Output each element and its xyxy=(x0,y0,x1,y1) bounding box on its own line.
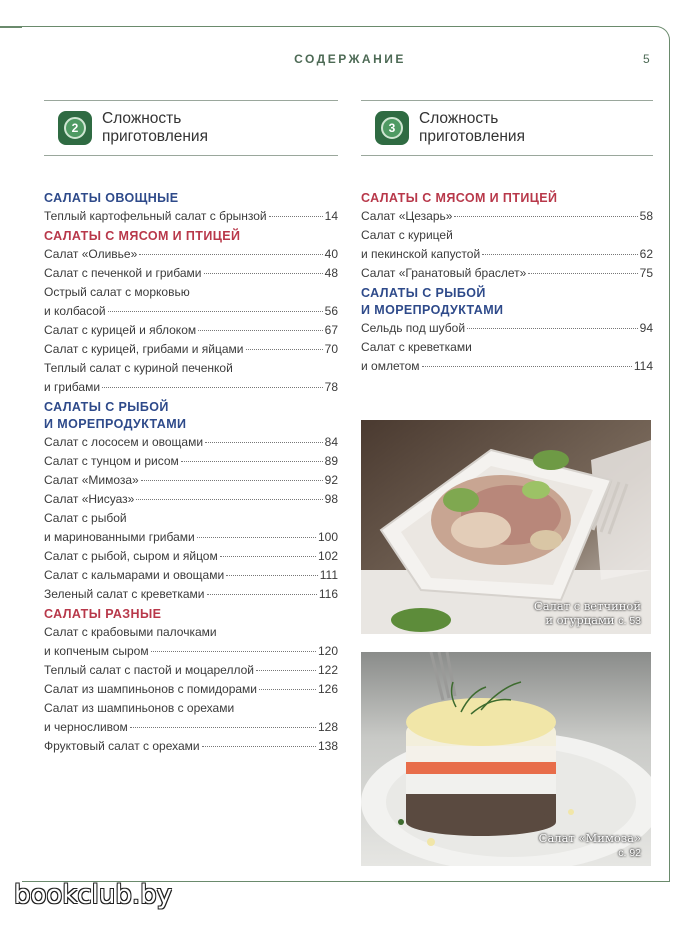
toc-entry[interactable] xyxy=(361,207,653,226)
section-heading-line: И МОРЕПРОДУКТАМИ xyxy=(44,417,187,431)
toc-entry[interactable] xyxy=(361,338,653,376)
dot-leader xyxy=(202,746,316,747)
toc-entry-page: 120 xyxy=(317,644,338,658)
toc-entry-page: 89 xyxy=(324,454,338,468)
section-heading xyxy=(44,399,338,433)
photo-caption xyxy=(534,599,641,628)
dot-leader xyxy=(454,216,637,217)
toc-entry-title: и копченым сыром xyxy=(44,644,149,658)
toc-entry-page: 102 xyxy=(317,549,338,563)
difficulty-level: 3 xyxy=(381,117,403,139)
toc-entry-title: Зеленый салат с креветками xyxy=(44,587,205,601)
toc-entry[interactable] xyxy=(44,566,338,585)
dot-leader xyxy=(181,461,323,462)
toc-entry[interactable] xyxy=(361,226,653,264)
dot-leader xyxy=(246,349,323,350)
toc-entry[interactable] xyxy=(44,283,338,321)
toc-entry[interactable] xyxy=(44,547,338,566)
toc-entry-title: Салат с тунцом и рисом xyxy=(44,454,179,468)
toc-entry[interactable] xyxy=(44,699,338,737)
photo-caption-line2: и огурцами xyxy=(545,613,615,627)
toc-entry-title: Теплый картофельный салат с брынзой xyxy=(44,209,267,223)
section-heading: САЛАТЫ С МЯСОМ И ПТИЦЕЙ xyxy=(44,229,241,243)
toc-entry-title: Салат с креветками xyxy=(361,340,472,354)
toc-entry[interactable] xyxy=(44,471,338,490)
toc-entry[interactable] xyxy=(44,623,338,661)
toc-entry-page: 138 xyxy=(317,739,338,753)
dot-leader xyxy=(141,480,323,481)
dot-leader xyxy=(256,670,316,671)
toc-entry-title: Салат с рыбой xyxy=(44,511,127,525)
toc-entry-page: 14 xyxy=(324,209,338,223)
toc-entry[interactable] xyxy=(44,680,338,699)
photo-mimosa-salad xyxy=(361,652,651,866)
toc-entry-page: 126 xyxy=(317,682,338,696)
toc-entry[interactable] xyxy=(44,661,338,680)
difficulty-label-line2: приготовления xyxy=(419,128,525,145)
photo-caption-line1: Салат с ветчиной xyxy=(533,599,641,613)
toc-entry-title: Салат «Оливье» xyxy=(44,247,138,261)
difficulty-label xyxy=(102,110,208,146)
toc-column-left xyxy=(44,100,338,756)
dot-leader xyxy=(467,328,638,329)
dot-leader xyxy=(269,216,323,217)
toc-entry-page: 84 xyxy=(324,435,338,449)
toc-entry-title: Салат с курицей xyxy=(361,228,453,242)
toc-entry-title: Салат с лососем и овощами xyxy=(44,435,204,449)
dot-leader xyxy=(205,442,323,443)
difficulty-badge-icon xyxy=(58,111,92,145)
section-heading-line: САЛАТЫ С РЫБОЙ xyxy=(361,286,486,300)
watermark: bookclub.by xyxy=(14,880,173,910)
toc-entry-title: и колбасой xyxy=(44,304,106,318)
dot-leader xyxy=(528,273,637,274)
toc-entry-page: 128 xyxy=(317,720,338,734)
toc-entry-title: и черносливом xyxy=(44,720,128,734)
toc-entry-page: 114 xyxy=(633,359,653,373)
toc-entry[interactable] xyxy=(44,340,338,359)
dot-leader xyxy=(207,594,317,595)
dot-leader xyxy=(198,330,323,331)
toc-entry-page: 94 xyxy=(639,321,653,335)
section-heading: САЛАТЫ РАЗНЫЕ xyxy=(44,607,162,621)
photo-caption-page: с. 53 xyxy=(618,615,641,627)
photo-caption-line1: Салат «Мимоза» xyxy=(538,831,641,845)
toc-entry-page: 78 xyxy=(324,380,338,394)
toc-entry-page: 92 xyxy=(324,473,338,487)
toc-entry[interactable] xyxy=(361,319,653,338)
section-heading xyxy=(361,285,653,319)
toc-entry-title: Салат «Нисуаз» xyxy=(44,492,135,506)
toc-entry-title: Салат из шампиньонов с орехами xyxy=(44,701,235,715)
dot-leader xyxy=(151,651,316,652)
dot-leader xyxy=(226,575,318,576)
section-heading-line: И МОРЕПРОДУКТАМИ xyxy=(361,303,504,317)
toc-entry-title: Салат «Мимоза» xyxy=(44,473,139,487)
toc-entry[interactable] xyxy=(44,207,338,226)
toc-entry[interactable] xyxy=(361,264,653,283)
section-heading: САЛАТЫ ОВОЩНЫЕ xyxy=(44,191,179,205)
dot-leader xyxy=(108,311,323,312)
toc-entry-title: Теплый салат с куриной печенкой xyxy=(44,361,233,375)
toc-entry-title: Салат с печенкой и грибами xyxy=(44,266,202,280)
toc-entry[interactable] xyxy=(44,737,338,756)
toc-entry-title: Фруктовый салат с орехами xyxy=(44,739,200,753)
page-number: 5 xyxy=(643,52,650,66)
dot-leader xyxy=(259,689,316,690)
toc-entry-title: Салат с курицей и яблоком xyxy=(44,323,197,337)
toc-entry-page: 48 xyxy=(324,266,338,280)
section-heading: САЛАТЫ С МЯСОМ И ПТИЦЕЙ xyxy=(361,191,558,205)
toc-entry-title: и грибами xyxy=(44,380,101,394)
toc-list-left xyxy=(44,190,338,756)
toc-entry-title: Салат с кальмарами и овощами xyxy=(44,568,225,582)
page-frame-top-edge xyxy=(0,26,22,28)
dot-leader xyxy=(204,273,323,274)
toc-entry-title: Салат с курицей, грибами и яйцами xyxy=(44,342,244,356)
difficulty-header-right xyxy=(361,100,653,156)
toc-entry-title: и маринованными грибами xyxy=(44,530,195,544)
toc-entry-title: и пекинской капустой xyxy=(361,247,481,261)
photo-caption xyxy=(539,831,641,860)
dot-leader xyxy=(102,387,323,388)
toc-entry[interactable] xyxy=(44,433,338,452)
dot-leader xyxy=(482,254,637,255)
toc-entry-page: 58 xyxy=(639,209,653,223)
section-heading-line: САЛАТЫ С РЫБОЙ xyxy=(44,400,169,414)
toc-entry-page: 98 xyxy=(324,492,338,506)
toc-entry-page: 100 xyxy=(317,530,338,544)
toc-entry-title: Салат с рыбой, сыром и яйцом xyxy=(44,549,218,563)
toc-entry-title: Сельдь под шубой xyxy=(361,321,466,335)
toc-entry-page: 75 xyxy=(639,266,653,280)
dot-leader xyxy=(197,537,316,538)
dot-leader xyxy=(139,254,322,255)
toc-entry-title: Салат «Гранатовый браслет» xyxy=(361,266,527,280)
page-title: СОДЕРЖАНИЕ xyxy=(294,52,406,66)
toc-entry[interactable] xyxy=(44,321,338,340)
difficulty-label-line2: приготовления xyxy=(102,128,208,145)
toc-entry[interactable] xyxy=(44,490,338,509)
difficulty-label-line1: Сложность xyxy=(419,110,499,127)
toc-entry[interactable] xyxy=(44,359,338,397)
dot-leader xyxy=(136,499,322,500)
toc-entry[interactable] xyxy=(44,509,338,547)
difficulty-badge-icon xyxy=(375,111,409,145)
toc-entry-title: Салат «Цезарь» xyxy=(361,209,453,223)
toc-entry-title: и омлетом xyxy=(361,359,420,373)
difficulty-header-left xyxy=(44,100,338,156)
difficulty-label xyxy=(419,110,525,146)
toc-entry-page: 70 xyxy=(324,342,338,356)
toc-entry[interactable] xyxy=(44,585,338,604)
toc-entry-title: Острый салат с морковью xyxy=(44,285,190,299)
dot-leader xyxy=(422,366,632,367)
toc-entry-page: 40 xyxy=(324,247,338,261)
toc-entry[interactable] xyxy=(44,264,338,283)
photo-ham-salad xyxy=(361,420,651,634)
dot-leader xyxy=(220,556,316,557)
toc-list-right xyxy=(361,190,653,376)
difficulty-label-line1: Сложность xyxy=(102,110,182,127)
toc-entry-page: 56 xyxy=(324,304,338,318)
toc-entry-page: 116 xyxy=(318,587,338,601)
toc-entry-title: Салат с крабовыми палочками xyxy=(44,625,217,639)
difficulty-level: 2 xyxy=(64,117,86,139)
toc-column-right xyxy=(361,100,653,376)
toc-entry-page: 67 xyxy=(324,323,338,337)
toc-entry-title: Салат из шампиньонов с помидорами xyxy=(44,682,258,696)
dot-leader xyxy=(130,727,316,728)
toc-entry[interactable] xyxy=(44,452,338,471)
toc-entry-page: 111 xyxy=(319,568,338,582)
toc-entry-page: 122 xyxy=(317,663,338,677)
toc-entry-title: Теплый салат с пастой и моцареллой xyxy=(44,663,254,677)
toc-entry-page: 62 xyxy=(639,247,653,261)
toc-entry[interactable] xyxy=(44,245,338,264)
photo-caption-page: с. 92 xyxy=(618,847,641,859)
